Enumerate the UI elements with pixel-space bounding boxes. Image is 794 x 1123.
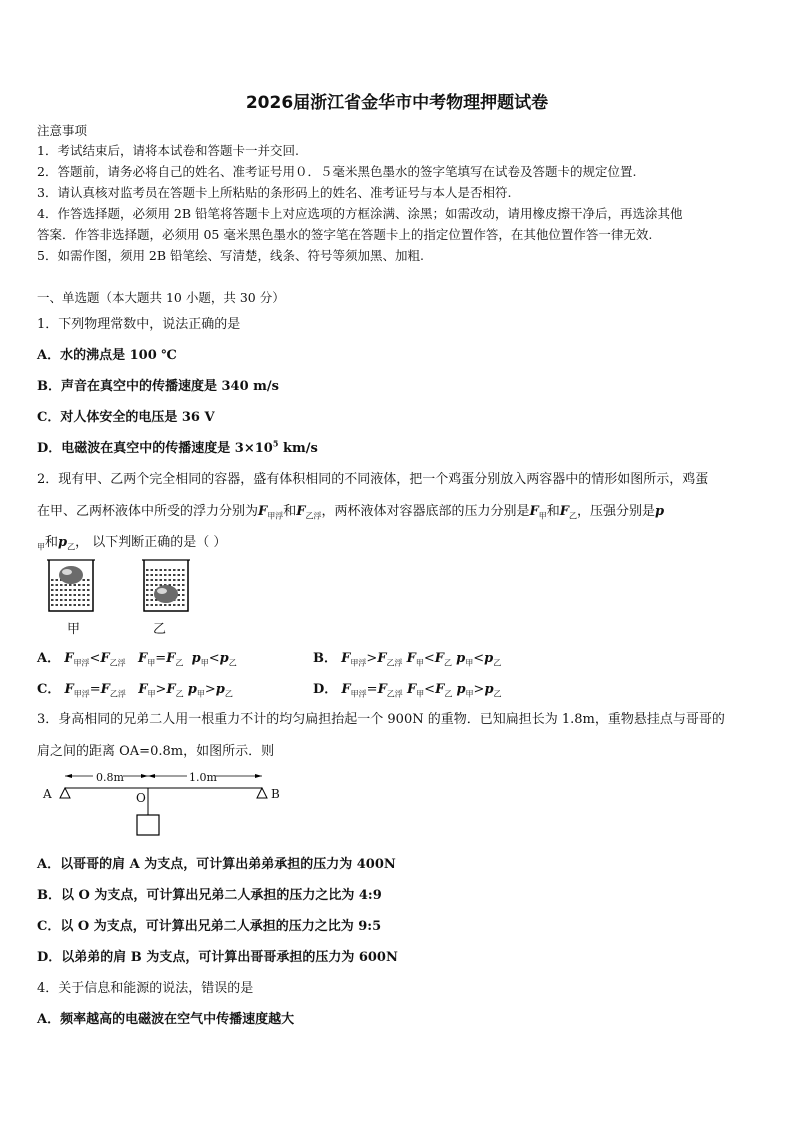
question-2-line2: 在甲、乙两杯液体中所受的浮力分别为$F_{甲浮}$和$F_{乙浮}$，两杯液体对容器底部的压力分别是$F_甲$和$F_乙$，压强分别是p bbox=[37, 504, 665, 521]
notice-item: 5．如需作图，须用 2B 铅笔绘、写清楚，线条、符号等须加黑、加粗. bbox=[37, 248, 425, 263]
notice-item: 1．考试结束后，请将本试卷和答题卡一并交回. bbox=[37, 143, 299, 158]
label-jia: 甲 bbox=[67, 622, 81, 637]
q3-option-c: C．以 O 为支点，可计算出兄弟二人承担的压力之比为 9:5 bbox=[37, 919, 382, 934]
q3-option-d: D．以弟弟的肩 B 为支点，可计算出哥哥承担的压力为 600N bbox=[37, 950, 398, 965]
q1-option-b: B．声音在真空中的传播速度是 340 m/s bbox=[37, 379, 279, 394]
q3-option-b: B．以 O 为支点，可计算出兄弟二人承担的压力之比为 4:9 bbox=[37, 888, 382, 903]
notice-heading: 注意事项 bbox=[37, 123, 88, 138]
q1-option-a: A．水的沸点是 100 ℃ bbox=[37, 348, 177, 363]
q2-option-a: A． $F_{甲浮}<F_{乙浮}$ $F_甲=F_乙$ $p_甲<p_乙$ bbox=[37, 651, 237, 668]
question-2-line1: 2．现有甲、乙两个完全相同的容器，盛有体积相同的不同液体，把一个鸡蛋分别放入两容器中的情形如图所示，鸡蛋 bbox=[37, 472, 709, 487]
lever-label-o: O bbox=[136, 791, 146, 805]
notice-item: 4．作答选择题，必须用 2B 铅笔将答题卡上对应选项的方框涂满、涂黑；如需改动，请用橡皮擦干净后，再选涂其他 bbox=[37, 206, 683, 221]
q2-option-d: D． $F_{甲浮}=F_{乙浮}$ $F_甲<F_乙$ $p_甲>p_乙$ bbox=[313, 682, 502, 699]
q3-option-a: A．以哥哥的肩 A 为支点，可计算出弟弟承担的压力为 400N bbox=[37, 857, 396, 872]
question-4-stem: 4．关于信息和能源的说法，错误的是 bbox=[37, 981, 254, 996]
lever-figure bbox=[37, 768, 297, 840]
question-2-line3: $_甲$和$p_乙$， 以下判断正确的是（ ） bbox=[37, 535, 227, 552]
beaker-yi-figure bbox=[141, 558, 191, 614]
notice-item: 答案．作答非选择题，必须用 05 毫米黑色墨水的签字笔在答题卡上的指定位置作答，在其他位置作答一律无效. bbox=[37, 227, 653, 242]
q2-option-b: B． $F_{甲浮}>F_{乙浮}$ $F_甲<F_乙$ $p_甲<p_乙$ bbox=[313, 651, 502, 668]
label-yi: 乙 bbox=[153, 622, 167, 637]
question-3-line2: 肩之间的距离 OA=0.8m，如图所示．则 bbox=[37, 744, 275, 759]
question-3-line1: 3．身高相同的兄弟二人用一根重力不计的均匀扁担抬起一个 900N 的重物．已知扁担长为 1.8m，重物悬挂点与哥哥的 bbox=[37, 712, 725, 727]
beaker-jia-figure bbox=[46, 558, 96, 614]
q1-option-d: D．电磁波在真空中的传播速度是 $3\times 10^5$ km/s bbox=[37, 438, 318, 456]
notice-item: 3．请认真核对监考员在答题卡上所粘贴的条形码上的姓名、准考证号与本人是否相符. bbox=[37, 185, 512, 200]
q1-option-c: C．对人体安全的电压是 36 V bbox=[37, 410, 215, 425]
q2-option-c: C． $F_{甲浮}=F_{乙浮}$ $F_甲>F_乙$ $p_甲>p_乙$ bbox=[37, 682, 233, 699]
section-heading: 一、单选题（本大题共 10 小题，共 30 分） bbox=[37, 290, 285, 305]
page-title: 2026届浙江省金华市中考物理押题试卷 bbox=[245, 93, 549, 113]
lever-label-d1: 0.8m bbox=[96, 771, 124, 784]
lever-label-a: A bbox=[43, 787, 52, 801]
lever-label-b: B bbox=[271, 787, 280, 801]
lever-label-d2: 1.0m bbox=[189, 771, 217, 784]
q4-option-a: A．频率越高的电磁波在空气中传播速度越大 bbox=[37, 1012, 295, 1027]
notice-item: 2．答题前，请务必将自己的姓名、准考证号用０．５毫米黑色墨水的签字笔填写在试卷及答题卡的规定位置. bbox=[37, 164, 637, 179]
question-1-stem: 1．下列物理常数中，说法正确的是 bbox=[37, 317, 241, 332]
